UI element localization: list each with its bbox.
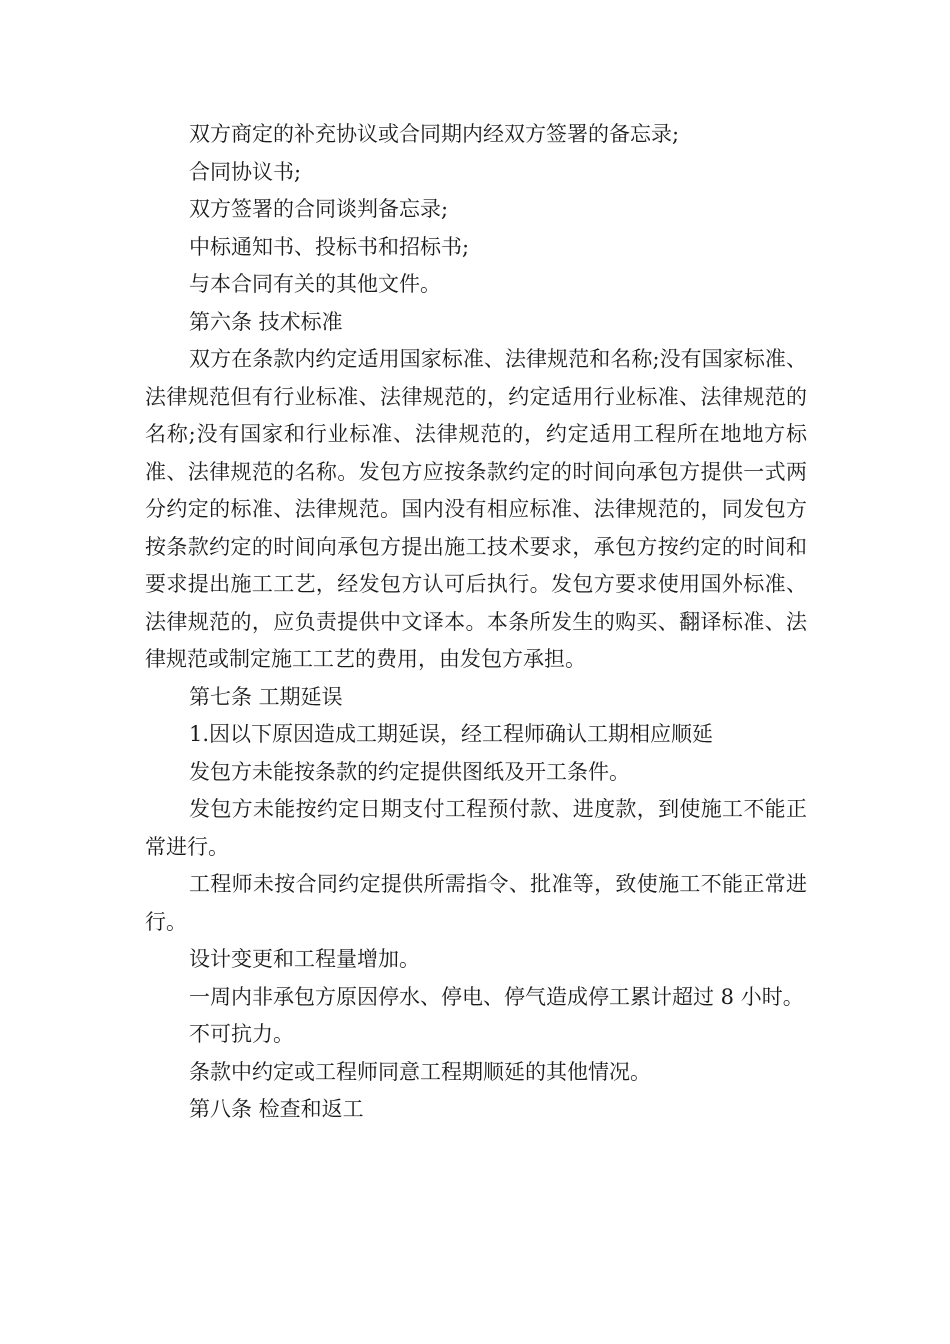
list-item-supplement: 双方商定的补充协议或合同期内经双方签署的备忘录;: [189, 122, 680, 146]
list-item-instructions: 工程师未按合同约定提供所需指令、批准等，致使施工不能正常进行。: [145, 872, 807, 934]
list-item-utility-outage: 一周内非承包方原因停水、停电、停气造成停工累计超过 8 小时。: [189, 984, 804, 1009]
list-item-force-majeure: 不可抗力。: [189, 1022, 294, 1046]
section-heading-article-6: 第六条 技术标准: [189, 309, 343, 334]
clause-delay-causes: 1.因以下原因造成工期延误，经工程师确认工期相应顺延: [189, 722, 714, 746]
list-item-bid-documents: 中标通知书、投标书和招标书;: [189, 234, 470, 259]
section-heading-article-7: 第七条 工期延误: [189, 684, 343, 709]
document-body: [145, 116, 807, 1129]
paragraph-technical-standards: 双方在条款内约定适用国家标准、法律规范和名称;没有国家标准、法律规范但有行业标准、法律规范的，约定适用行业标准、法律规范的名称;没有国家和行业标准、法律规范的，约定适用工程所在地地方标准、法律规范的名称。发包方应按条款约定的时间向承包方提供一式两分约定的标准、法律规范。国内没有相应标准、法律规范的，同发包方按条款约定的时间向承包方提出施工技术要求，承包方按约定的时间和要求提出施工工艺，经发包方认可后执行。发包方要求使用国外标准、法律规范的，应负责提供中文译本。本条所发生的购买、翻译标准、法律规范或制定施工工艺的费用，由发包方承担。: [145, 347, 807, 671]
list-item-other-extension: 条款中约定或工程师同意工程期顺延的其他情况。: [189, 1059, 651, 1084]
list-item-payment: 发包方未能按约定日期支付工程预付款、进度款，到使施工不能正常进行。: [145, 797, 807, 859]
section-heading-article-8: 第八条 检查和返工: [189, 1097, 364, 1121]
list-item-other-documents: 与本合同有关的其他文件。: [189, 272, 441, 296]
list-item-agreement: 合同协议书;: [189, 159, 302, 184]
list-item-drawings: 发包方未能按条款的约定提供图纸及开工条件。: [189, 759, 630, 784]
list-item-design-change: 设计变更和工程量增加。: [189, 947, 420, 971]
list-item-negotiation-memo: 双方签署的合同谈判备忘录;: [189, 197, 449, 221]
